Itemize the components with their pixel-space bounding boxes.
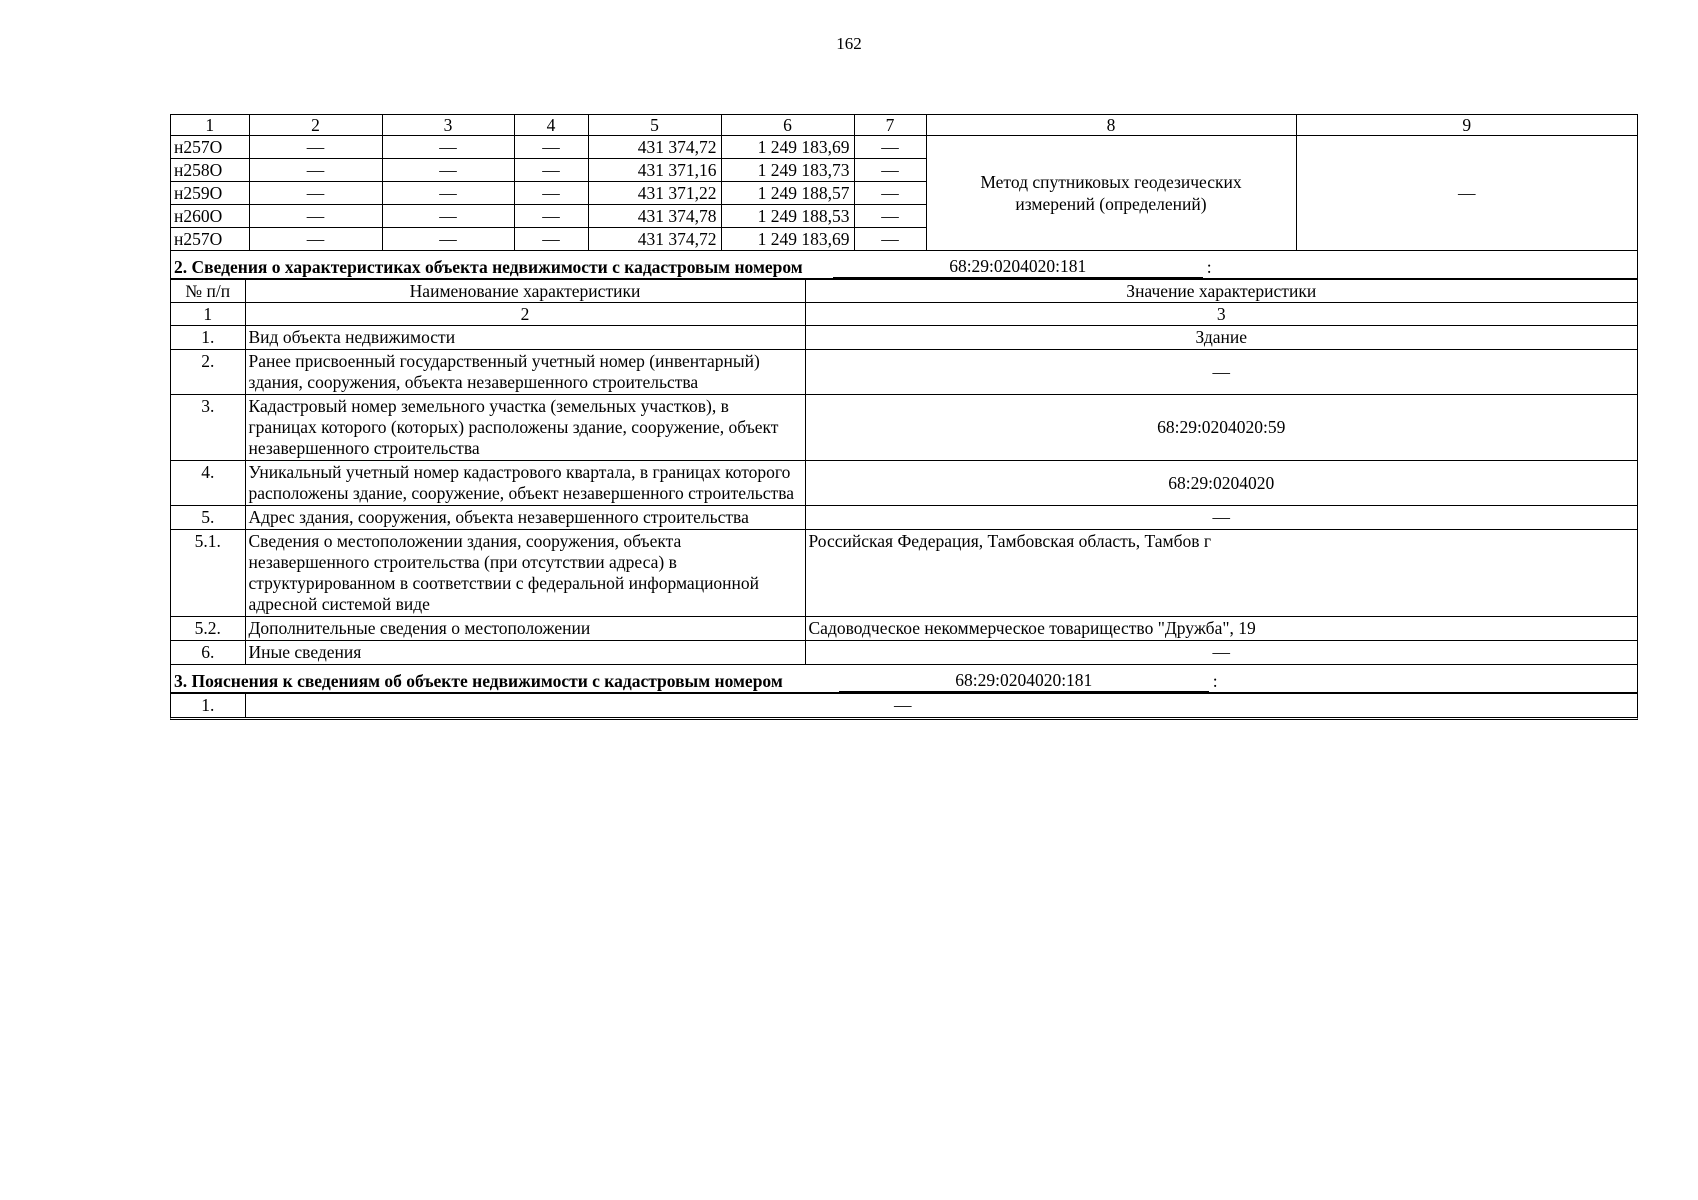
characteristic-name: Ранее присвоенный государственный учетный номер (инвентарный) здания, сооружения, объекта незавершенного строительства	[245, 350, 805, 395]
table-row	[171, 395, 1637, 461]
page-number: 162	[836, 34, 862, 53]
characteristics-column-numbers	[171, 303, 1637, 326]
point-name: н257О	[171, 228, 249, 251]
row-number: 5.	[171, 506, 245, 530]
notes-table	[171, 693, 1637, 717]
section-3-title: 3. Пояснения к сведениям об объекте недвижимости с кадастровым номером	[174, 671, 783, 691]
cell-value: —	[382, 182, 514, 205]
table-row	[171, 694, 1637, 718]
cell-value: —	[514, 159, 588, 182]
section-2-colon: :	[1206, 257, 1212, 277]
coordinates-table	[171, 115, 1637, 251]
coordinate-y: 1 249 183,69	[721, 228, 854, 251]
cell-value: —	[514, 136, 588, 159]
characteristic-value: Здание	[805, 326, 1637, 350]
point-name: н260О	[171, 205, 249, 228]
cell-value: —	[382, 159, 514, 182]
cell-value: —	[249, 159, 382, 182]
section-3-colon: :	[1212, 671, 1218, 691]
cell-value: —	[249, 228, 382, 251]
row-number: 3.	[171, 395, 245, 461]
point-name: н259О	[171, 182, 249, 205]
table-row	[171, 530, 1637, 617]
cadastral-document	[170, 114, 1638, 720]
cell-value: —	[249, 205, 382, 228]
cell-value: —	[514, 228, 588, 251]
column-number: 4	[514, 115, 588, 136]
characteristic-name: Уникальный учетный номер кадастрового квартала, в границах которого расположены здание, сооружение, объект незавершенного строительства	[245, 461, 805, 506]
column-number: 3	[382, 115, 514, 136]
table-row	[171, 350, 1637, 395]
row-number: 2.	[171, 350, 245, 395]
section-2-title-bar	[171, 251, 1637, 279]
cell-value: —	[854, 205, 926, 228]
row-number: 1.	[171, 326, 245, 350]
cell-value: —	[854, 159, 926, 182]
characteristic-value: —	[805, 506, 1637, 530]
column-number: 8	[926, 115, 1296, 136]
cell-value: —	[854, 228, 926, 251]
cell-value: —	[854, 182, 926, 205]
point-name: н257О	[171, 136, 249, 159]
characteristics-header	[171, 280, 1637, 303]
table-row	[171, 461, 1637, 506]
header-value: Значение характеристики	[805, 280, 1637, 303]
column-number: 3	[805, 303, 1637, 326]
characteristic-value: —	[805, 350, 1637, 395]
note-value: —	[245, 694, 1637, 718]
column-number: 2	[249, 115, 382, 136]
cell-value: —	[249, 136, 382, 159]
characteristic-value: Российская Федерация, Тамбовская область, Тамбов г	[805, 530, 1637, 617]
coordinate-x: 431 371,16	[588, 159, 721, 182]
characteristic-value: 68:29:0204020:59	[805, 395, 1637, 461]
coordinate-x: 431 374,72	[588, 136, 721, 159]
characteristic-value: 68:29:0204020	[805, 461, 1637, 506]
column-number: 2	[245, 303, 805, 326]
cell-value: —	[514, 205, 588, 228]
characteristic-name: Сведения о местоположении здания, сооружения, объекта незавершенного строительства (при отсутствии адреса) в структурированном в соответствии с федеральной информационной адресной системой виде	[245, 530, 805, 617]
table-row	[171, 641, 1637, 665]
cell-value: —	[382, 228, 514, 251]
header-name: Наименование характеристики	[245, 280, 805, 303]
section-2-title: 2. Сведения о характеристиках объекта недвижимости с кадастровым номером	[174, 257, 803, 277]
characteristic-name: Дополнительные сведения о местоположении	[245, 617, 805, 641]
characteristic-value: —	[805, 641, 1637, 665]
cell-value: —	[514, 182, 588, 205]
characteristic-name: Иные сведения	[245, 641, 805, 665]
table-row	[171, 326, 1637, 350]
characteristic-name: Кадастровый номер земельного участка (земельных участков), в границах которого (которых) расположены здание, сооружение, объект незавершенного строительства	[245, 395, 805, 461]
column-number: 1	[171, 303, 245, 326]
table-row	[171, 136, 1637, 159]
row-number: 5.2.	[171, 617, 245, 641]
column-number: 1	[171, 115, 249, 136]
cell-value: —	[382, 136, 514, 159]
section-2-cadastral-number: 68:29:0204020:181	[833, 256, 1203, 278]
row-number: 6.	[171, 641, 245, 665]
cell-value: —	[382, 205, 514, 228]
characteristics-table	[171, 279, 1637, 665]
column-number: 7	[854, 115, 926, 136]
coordinate-y: 1 249 188,53	[721, 205, 854, 228]
row-number: 4.	[171, 461, 245, 506]
coordinate-x: 431 374,78	[588, 205, 721, 228]
header-num: № п/п	[171, 280, 245, 303]
characteristic-value: Садоводческое некоммерческое товарищество "Дружба", 19	[805, 617, 1637, 641]
section-3-title-bar	[171, 665, 1637, 693]
column-9-value: —	[1296, 136, 1637, 251]
coordinate-y: 1 249 183,73	[721, 159, 854, 182]
measurement-method: Метод спутниковых геодезических измерений (определений)	[926, 136, 1296, 251]
characteristic-name: Вид объекта недвижимости	[245, 326, 805, 350]
characteristic-name: Адрес здания, сооружения, объекта незавершенного строительства	[245, 506, 805, 530]
coordinate-y: 1 249 188,57	[721, 182, 854, 205]
table-row	[171, 506, 1637, 530]
coordinate-x: 431 374,72	[588, 228, 721, 251]
coordinate-y: 1 249 183,69	[721, 136, 854, 159]
column-number: 9	[1296, 115, 1637, 136]
column-number: 5	[588, 115, 721, 136]
cell-value: —	[249, 182, 382, 205]
row-number: 5.1.	[171, 530, 245, 617]
coordinate-x: 431 371,22	[588, 182, 721, 205]
cell-value: —	[854, 136, 926, 159]
point-name: н258О	[171, 159, 249, 182]
table-row	[171, 617, 1637, 641]
coordinates-column-numbers	[171, 115, 1637, 136]
row-number: 1.	[171, 694, 245, 718]
section-3-cadastral-number: 68:29:0204020:181	[839, 670, 1209, 692]
column-number: 6	[721, 115, 854, 136]
